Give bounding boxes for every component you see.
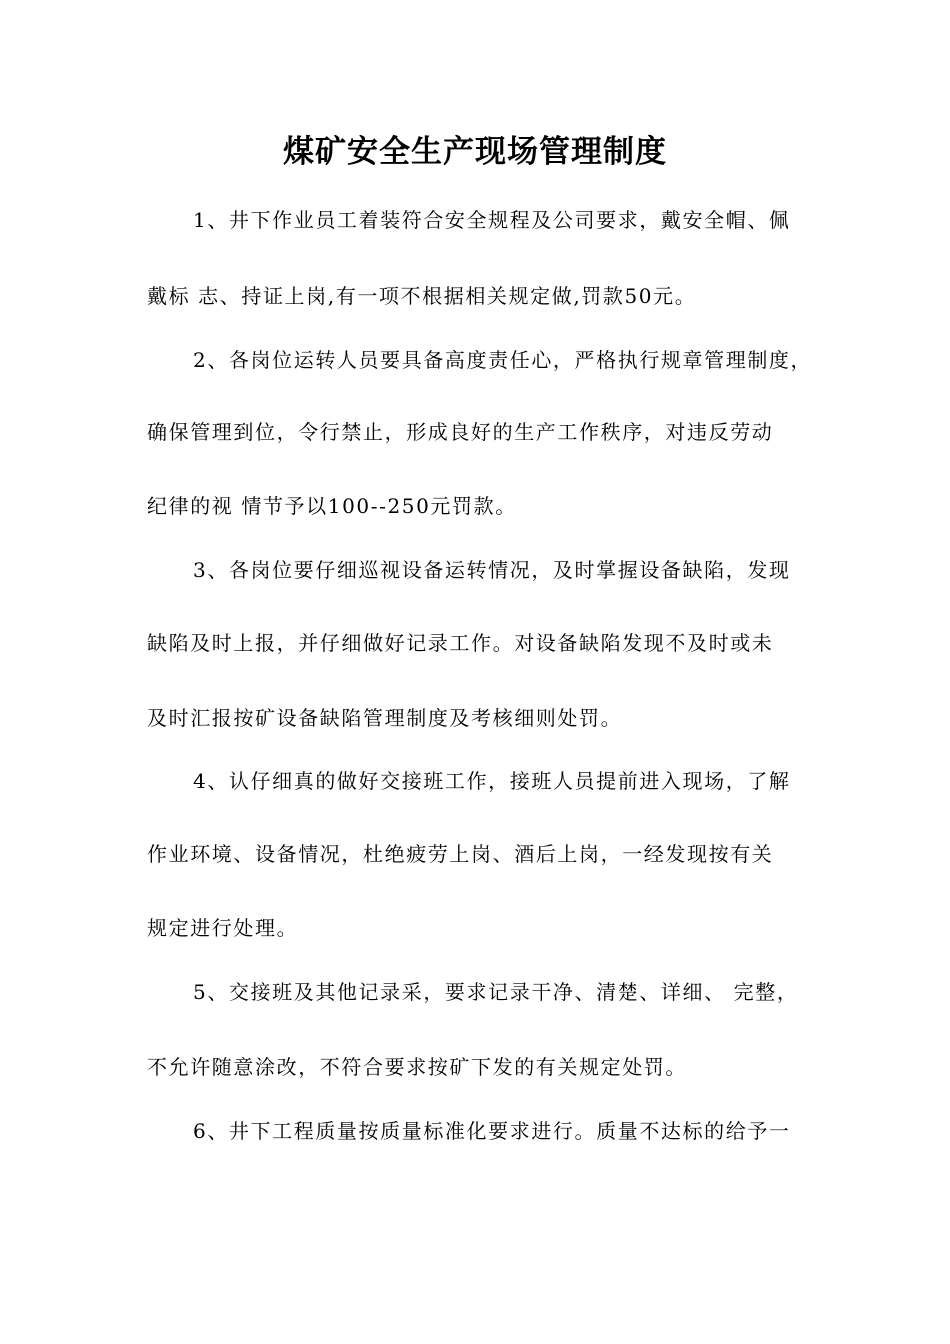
paragraph-1-line-2: 戴标 志、持证上岗,有一项不根据相关规定做,罚款50元。 [147,284,697,308]
paragraph-3-line-2: 缺陷及时上报，并仔细做好记录工作。对设备缺陷发现不及时或未 [147,631,774,655]
paragraph-3-line-3: 及时汇报按矿设备缺陷管理制度及考核细则处罚。 [147,706,623,730]
paragraph-1-line-1: 1、井下作业员工着装符合安全规程及公司要求，戴安全帽、佩 [193,208,791,232]
paragraph-2-line-3: 纪律的视 情节予以100--250元罚款。 [147,494,517,518]
paragraph-3-line-1: 3、各岗位要仔细巡视设备运转情况，及时掌握设备缺陷，发现 [193,558,791,582]
paragraph-5-line-1: 5、交接班及其他记录采，要求记录干净、清楚、详细、 完整， [193,980,799,1004]
paragraph-4-line-3: 规定进行处理。 [147,916,299,940]
paragraph-6-line-1: 6、井下工程质量按质量标准化要求进行。质量不达标的给予一 [193,1119,791,1143]
document-title: 煤矿安全生产现场管理制度 [283,134,667,170]
paragraph-4-line-2: 作业环境、设备情况，杜绝疲劳上岗、酒后上岗，一经发现按有关 [147,842,774,866]
paragraph-2-line-1: 2、各岗位运转人员要具备高度责任心，严格执行规章管理制度， [193,348,813,372]
paragraph-5-line-2: 不允许随意涂改，不符合要求按矿下发的有关规定处罚。 [147,1055,687,1079]
paragraph-4-line-1: 4、认仔细真的做好交接班工作，接班人员提前进入现场，了解 [193,769,791,793]
paragraph-2-line-2: 确保管理到位，令行禁止，形成良好的生产工作秩序，对违反劳动 [147,420,774,444]
